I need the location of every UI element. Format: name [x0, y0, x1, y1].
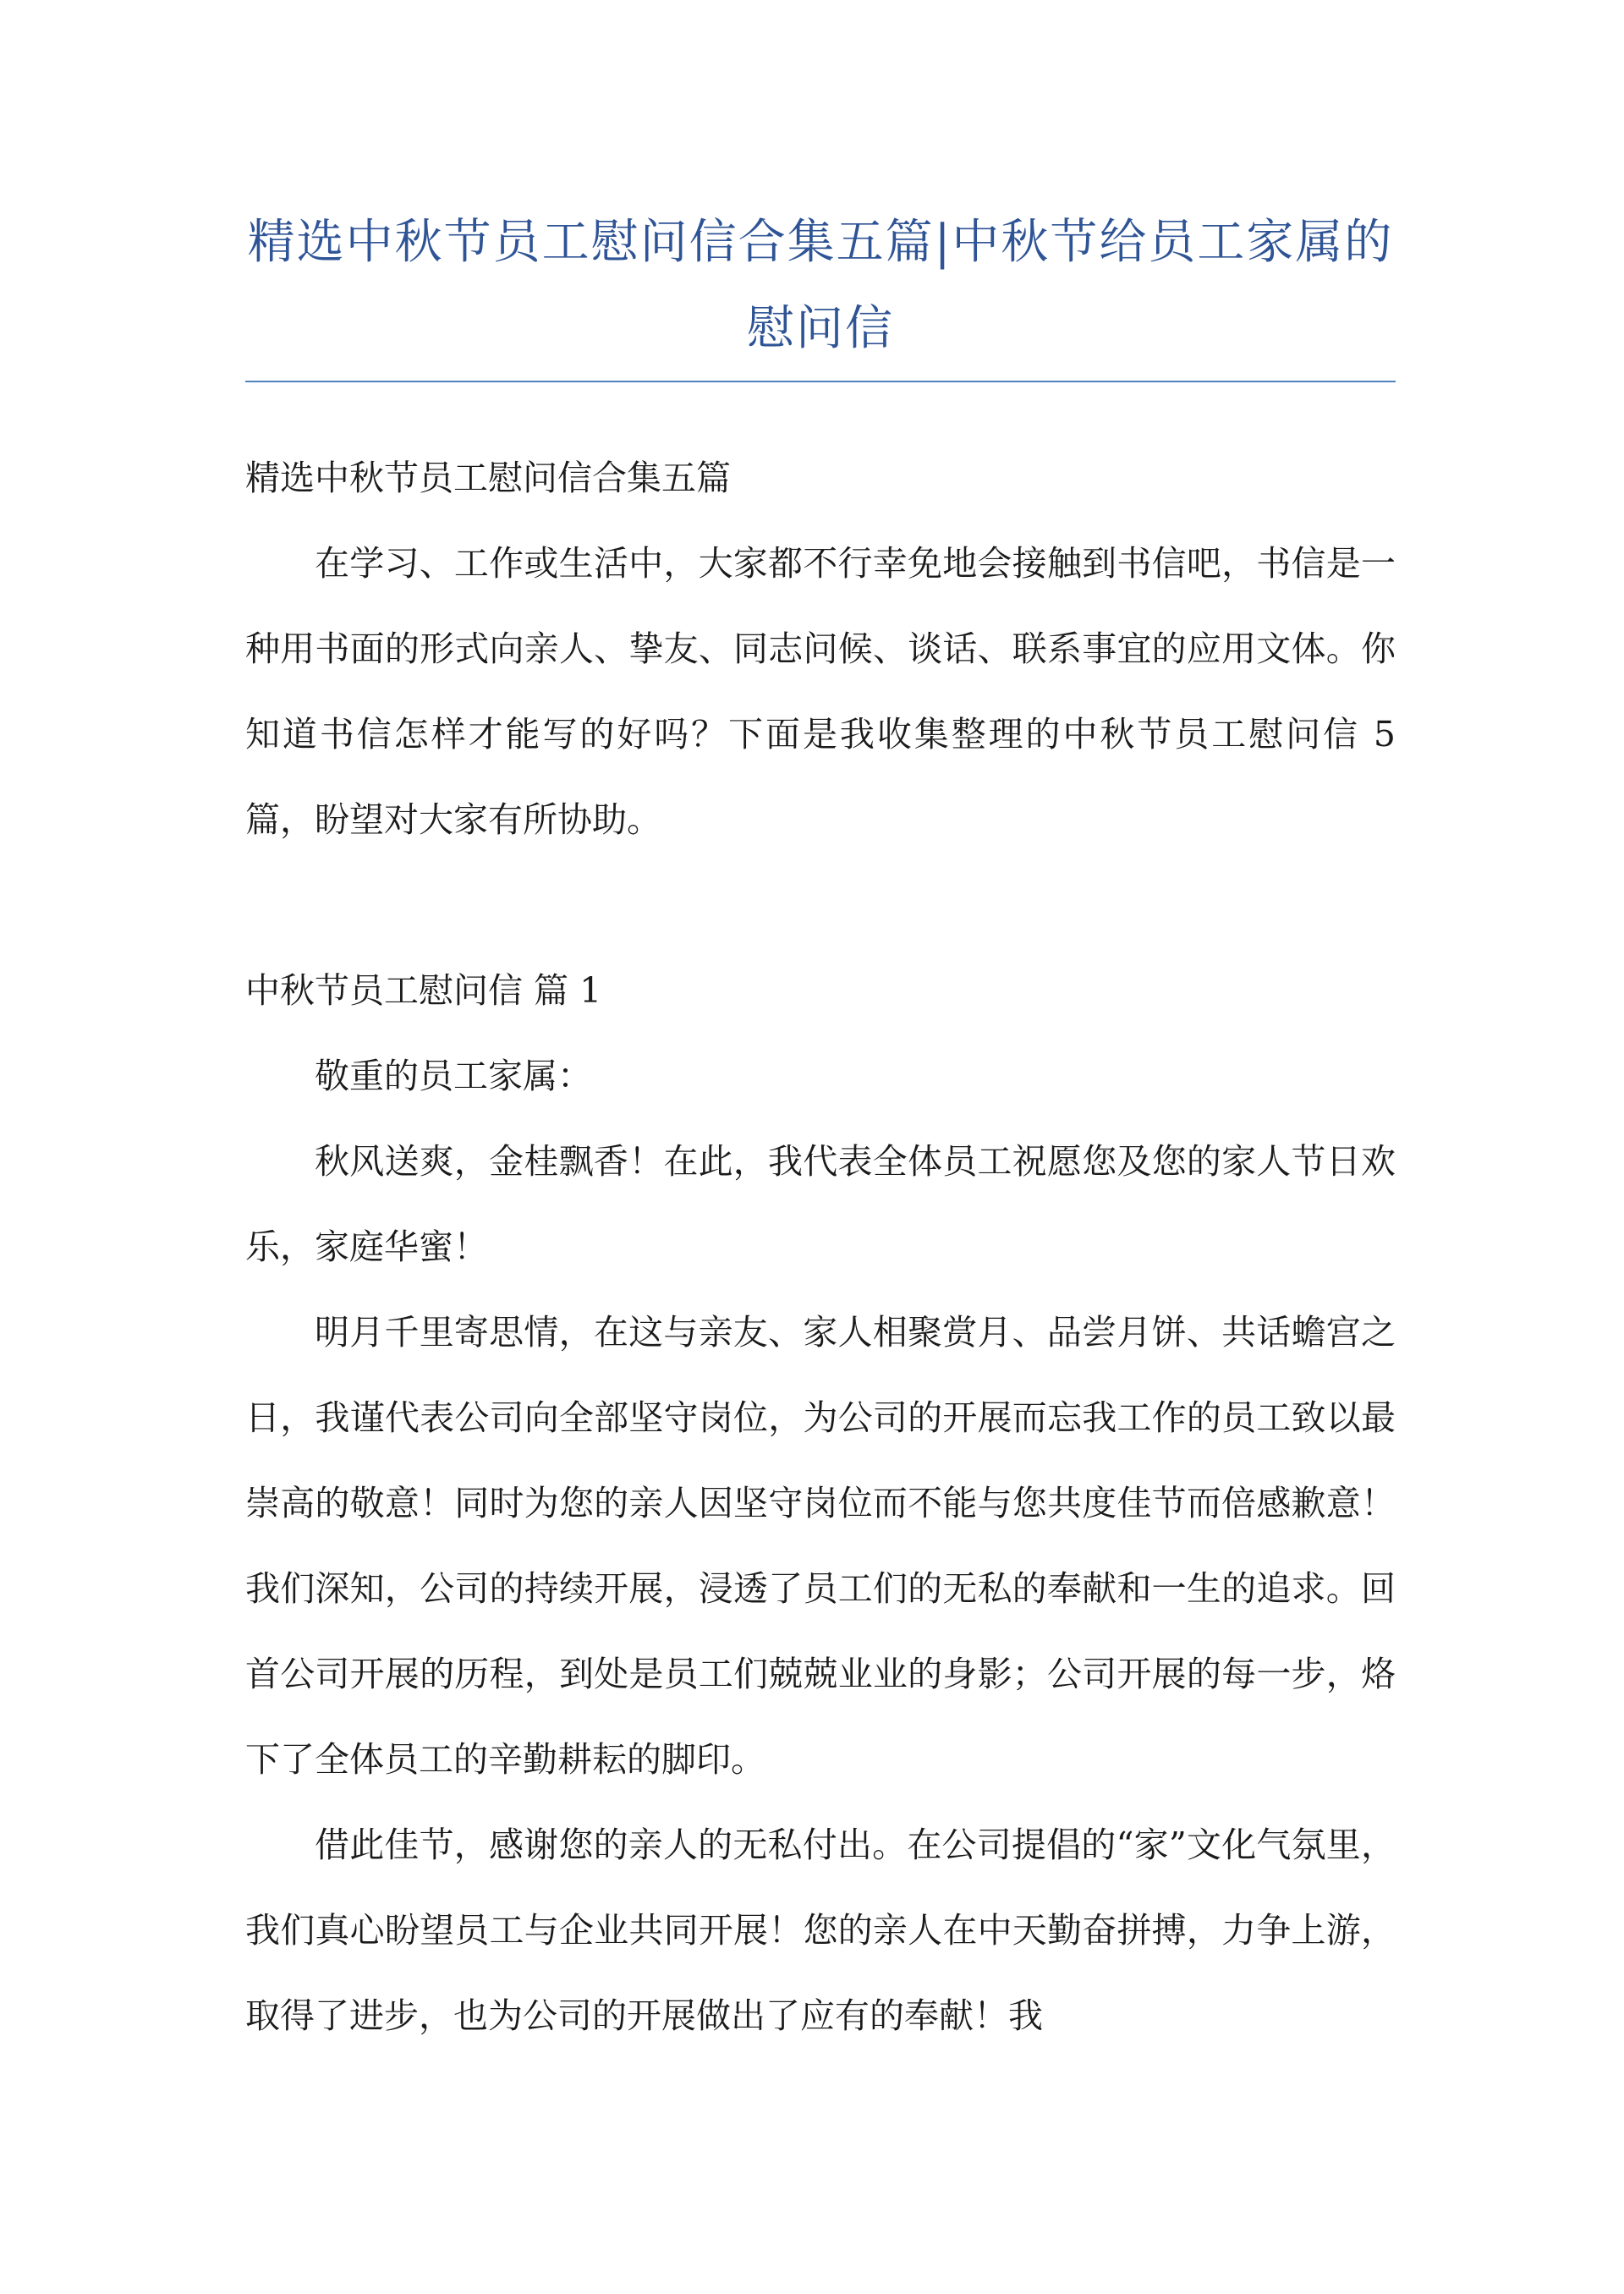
letter-paragraph: 秋风送爽，金桂飘香！在此，我代表全体员工祝愿您及您的家人节日欢乐，家庭华蜜！ — [245, 1141, 1396, 1267]
document-body — [245, 436, 1396, 2059]
letter-salutation: 敬重的员工家属： — [315, 1056, 592, 1096]
blank-line — [245, 863, 1396, 948]
intro-paragraph: 在学习、工作或生活中，大家都不行幸免地会接触到书信吧，书信是一种用书面的形式向亲人、挚友、同志问候、谈话、联系事宜的应用文体。你知道书信怎样才能写的好吗？下面是我收集整理的中秋节员工慰问信 5 篇，盼望对大家有所协助。 — [245, 543, 1396, 840]
letter-paragraph: 明月千里寄思情，在这与亲友、家人相聚赏月、品尝月饼、共话蟾宫之日，我谨代表公司向全部坚守岗位，为公司的开展而忘我工作的员工致以最崇高的敬意！同时为您的亲人因坚守岗位而不能与您共度佳节而倍感歉意！我们深知，公司的持续开展，浸透了员工们的无私的奉献和一生的追求。回首公司开展的历程，到处是员工们兢兢业业的身影；公司开展的每一步，烙下了全体员工的辛勤耕耘的脚印。 — [245, 1312, 1396, 1780]
letter-paragraph: 借此佳节，感谢您的亲人的无私付出。在公司提倡的“家”文化气氛里，我们真心盼望员工与企业共同开展！您的亲人在中天勤奋拼搏，力争上游，取得了进步，也为公司的开展做出了应有的奉献！我 — [245, 1825, 1396, 2036]
letter-heading: 中秋节员工慰问信 篇 1 — [245, 970, 602, 1011]
document-title: 精选中秋节员工慰问信合集五篇|中秋节给员工家属的慰问信 — [247, 215, 1394, 356]
title-divider — [245, 381, 1396, 382]
section-heading: 精选中秋节员工慰问信合集五篇 — [245, 458, 731, 498]
